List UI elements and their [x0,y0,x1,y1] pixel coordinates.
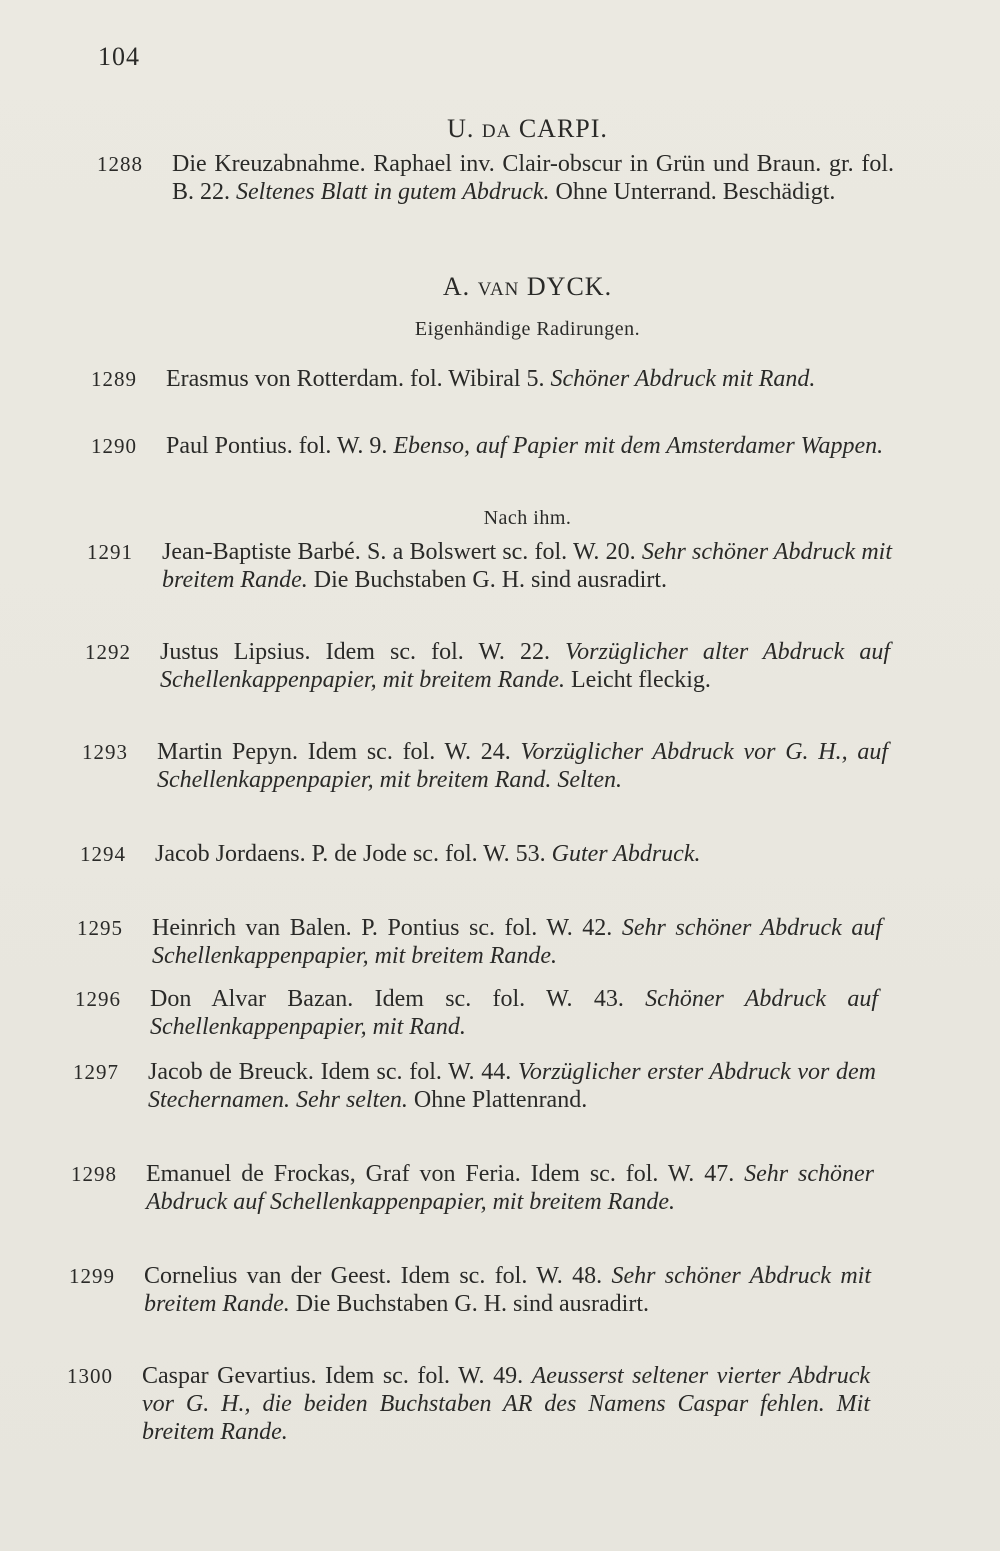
entry-1292 [85,638,891,694]
entry-text: Caspar Gevartius. Idem sc. fol. W. 49. [142,1363,524,1389]
entry-1289 [91,365,894,393]
entry-1294 [80,840,885,868]
entry-condition: Schöner Abdruck mit Rand. [550,366,816,392]
entry-condition: Aeusserst seltener vierter Abdruck vor G. H., die beiden Buchstaben AR des Namens Caspar fehlen. Mit breitem Rande. [142,1363,871,1445]
entry-text: Erasmus von Rotterdam. fol. Wibiral 5. [166,366,545,392]
entry-condition: Vorzüglicher alter Abdruck auf Schellenkappenpapier, mit breitem Rande. [160,639,891,693]
entry-condition: Seltenes Blatt in gutem Abdruck. [236,179,550,205]
entry-1290 [91,432,894,460]
heading-initial: U. [447,114,475,143]
entry-note: Die Buchstaben G. H. sind ausradirt. [313,567,667,593]
entry-1293 [82,738,889,794]
entry-condition: Sehr schöner Abdruck mit breitem Rande. [162,539,892,593]
entry-number: 1294 [80,842,126,866]
entry-1300 [67,1362,871,1446]
entry-1296 [75,985,878,1041]
entry-number: 1300 [67,1364,113,1388]
heading-surname: DYCK. [526,272,613,301]
entry-condition: Sehr schöner Abdruck mit breitem Rande. [144,1263,872,1317]
entry-condition: Sehr schöner Abdruck auf Schellenkappenpapier, mit breitem Rande. [146,1161,875,1215]
entry-number: 1298 [71,1162,117,1186]
entry-number: 1299 [69,1264,115,1288]
entry-text: Don Alvar Bazan. Idem sc. fol. W. 43. [150,986,624,1012]
heading-initial: A. [442,272,471,301]
entry-number: 1289 [91,367,137,391]
entry-1295 [77,914,883,970]
entry-number: 1292 [85,640,131,664]
subheading-etchings: Eigenhändige Radirungen. [414,318,641,340]
entry-note: Ohne Plattenrand. [413,1087,588,1113]
heading-surname: CARPI. [518,114,608,143]
entry-text: Jean-Baptiste Barbé. S. a Bolswert sc. fol. W. 20. [162,539,636,565]
entry-note: Die Buchstaben G. H. sind ausradirt. [295,1291,649,1317]
entry-text: Jacob Jordaens. P. de Jode sc. fol. W. 53. [155,841,546,867]
entry-condition: Ebenso, auf Papier mit dem Amsterdamer Wappen. [393,433,884,459]
entry-note: Leicht fleckig. [571,667,711,693]
subheading-after-him: Nach ihm. [483,507,572,529]
entry-number: 1288 [97,152,143,176]
entry-condition: Sehr schöner Abdruck auf Schellenkappenpapier, mit breitem Rande. [152,915,883,969]
heading-particle: VAN [477,279,520,300]
entry-number: 1296 [75,987,121,1011]
section-heading-carpi [160,114,895,144]
entry-text: Jacob de Breuck. Idem sc. fol. W. 44. [148,1059,512,1085]
entry-1299 [69,1262,872,1318]
page-number: 104 [98,42,140,71]
entry-number: 1290 [91,434,137,458]
entry-1297 [73,1058,877,1114]
entry-1291 [87,538,892,594]
entry-condition: Guter Abdruck. [551,841,701,867]
entry-text: Justus Lipsius. Idem sc. fol. W. 22. [160,639,551,665]
entry-text: Emanuel de Frockas, Graf von Feria. Idem sc. fol. W. 47. [146,1161,735,1187]
entry-text: Martin Pepyn. Idem sc. fol. W. 24. [157,739,511,765]
entry-note: Ohne Unterrand. Beschädigt. [555,179,836,205]
entry-condition: Vorzüglicher Abdruck vor G. H., auf Schellenkappenpapier, mit breitem Rand. Selten. [157,739,889,793]
entry-1298 [71,1160,875,1216]
entry-number: 1293 [82,740,128,764]
entry-text: Die Kreuzabnahme. Raphael inv. Clair-obscur in Grün und Braun. gr. fol. B. 22. [172,151,894,205]
section-heading-dyck [160,272,895,302]
entry-number: 1297 [73,1060,119,1084]
entry-text: Cornelius van der Geest. Idem sc. fol. W. 48. [144,1263,603,1289]
entry-text: Paul Pontius. fol. W. 9. [166,433,388,459]
heading-particle: DA [481,121,512,142]
entry-1288 [97,150,894,206]
entry-condition: Vorzüglicher erster Abdruck vor dem Stechernamen. Sehr selten. [148,1059,877,1113]
entry-text: Heinrich van Balen. P. Pontius sc. fol. W. 42. [152,915,613,941]
entry-number: 1295 [77,916,123,940]
entry-condition: Schöner Abdruck auf Schellenkappenpapier, mit Rand. [150,986,878,1040]
entry-number: 1291 [87,540,133,564]
